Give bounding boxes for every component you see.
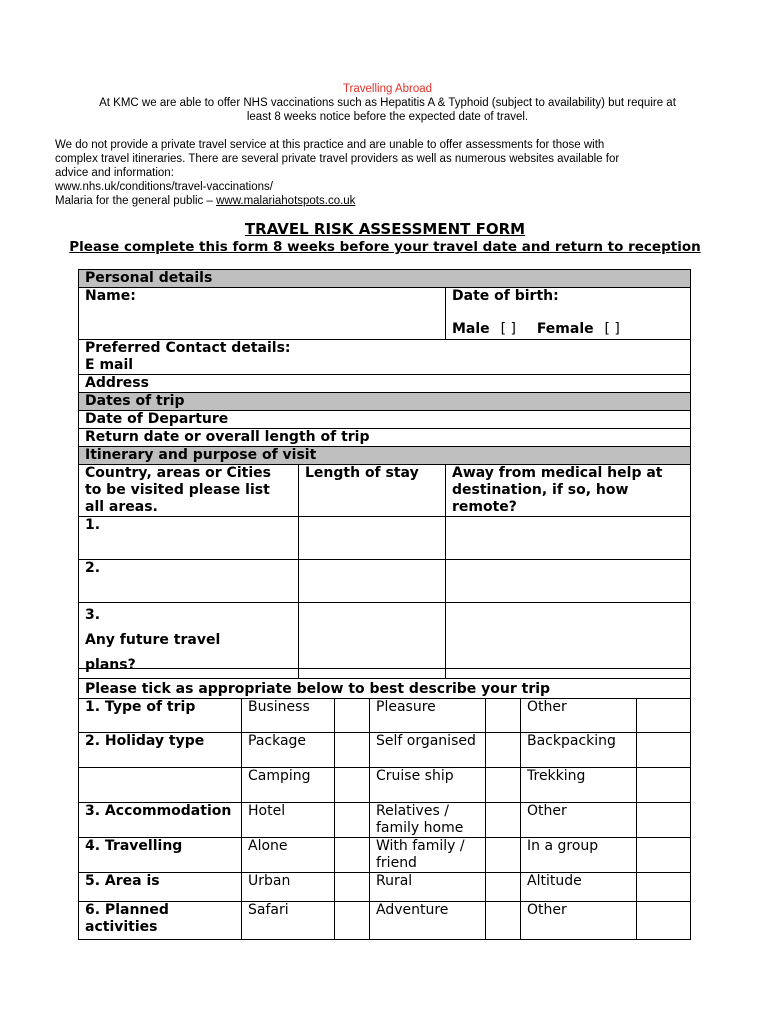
accommodation-label: 3. Accommodation — [79, 803, 242, 838]
tick-box[interactable] — [486, 902, 521, 940]
tick-box[interactable] — [486, 803, 521, 838]
itinerary-col-length: Length of stay — [299, 465, 446, 517]
itinerary-col-countries: Country, areas or Cities to be visited please list all areas. — [79, 465, 299, 517]
personal-header: Personal details — [79, 270, 691, 288]
option-backpacking: Backpacking — [521, 733, 637, 768]
option-rural: Rural — [370, 873, 486, 902]
intro-para-line-1: We do not provide a private travel service at this practice and are unable to offer assessments for those with — [55, 139, 605, 151]
option-other: Other — [521, 699, 637, 733]
intro-line-1: At KMC we are able to offer NHS vaccinations such as Hepatitis A & Typhoid (subject to availability) but require at — [99, 97, 676, 109]
tick-box[interactable] — [335, 768, 370, 803]
tick-box[interactable] — [637, 768, 691, 803]
male-label: Male — [452, 321, 490, 337]
option-adventure: Adventure — [370, 902, 486, 940]
male-checkbox[interactable]: [ ] — [500, 321, 516, 337]
area-label: 5. Area is — [79, 873, 242, 902]
dob-label: Date of birth: — [452, 288, 559, 304]
option-hotel: Hotel — [242, 803, 335, 838]
trip-type-row — [79, 699, 691, 733]
itinerary-row-1-remote[interactable] — [446, 517, 691, 560]
email-label: E mail — [85, 357, 134, 373]
holiday-type-row-2 — [79, 768, 691, 803]
itinerary-row-1-length[interactable] — [299, 517, 446, 560]
option-trekking: Trekking — [521, 768, 637, 803]
dob-field[interactable] — [446, 288, 691, 340]
intro-para-line-2: complex travel itineraries. There are several private travel providers as well as numerous websites available for — [55, 153, 620, 165]
tick-box[interactable] — [335, 803, 370, 838]
option-in-a-group: In a group — [521, 838, 637, 873]
tick-box[interactable] — [335, 699, 370, 733]
option-package: Package — [242, 733, 335, 768]
tick-box[interactable] — [637, 803, 691, 838]
itinerary-row-1[interactable]: 1. — [79, 517, 299, 560]
tick-box[interactable] — [335, 838, 370, 873]
option-business: Business — [242, 699, 335, 733]
contact-label: Preferred Contact details: — [85, 340, 291, 356]
contact-field[interactable] — [79, 340, 691, 375]
tick-instruction: Please tick as appropriate below to best describe your trip — [79, 669, 691, 699]
malaria-line — [55, 194, 720, 208]
tick-box[interactable] — [637, 902, 691, 940]
future-plans-label-2: plans? — [85, 657, 136, 673]
tick-box[interactable] — [486, 873, 521, 902]
itinerary-row-2[interactable]: 2. — [79, 560, 299, 603]
option-safari: Safari — [242, 902, 335, 940]
option-camping: Camping — [242, 768, 335, 803]
female-checkbox[interactable]: [ ] — [604, 321, 620, 337]
tick-box[interactable] — [335, 902, 370, 940]
nhs-url: www.nhs.uk/conditions/travel-vaccinations/ — [55, 181, 273, 193]
itinerary-header: Itinerary and purpose of visit — [79, 447, 691, 465]
option-self-organised: Self organised — [370, 733, 486, 768]
tick-table — [78, 668, 691, 940]
tick-box[interactable] — [335, 733, 370, 768]
trip-type-label: 1. Type of trip — [79, 699, 242, 733]
name-label: Name: — [85, 288, 136, 304]
itinerary-col-remote: Away from medical help at destination, if so, how remote? — [446, 465, 691, 517]
option-pleasure: Pleasure — [370, 699, 486, 733]
area-row — [79, 873, 691, 902]
malaria-link[interactable]: www.malariahotspots.co.uk — [216, 195, 356, 207]
itinerary-row-3-number: 3. — [85, 607, 101, 623]
option-with-family: With family / friend — [370, 838, 486, 873]
activities-row — [79, 902, 691, 940]
tick-box[interactable] — [637, 873, 691, 902]
address-field[interactable]: Address — [79, 375, 691, 393]
holiday-type-label-cont — [79, 768, 242, 803]
future-plans-label: Any future travel — [85, 632, 221, 648]
female-label: Female — [536, 321, 594, 337]
option-altitude: Altitude — [521, 873, 637, 902]
form-title: TRAVEL RISK ASSESSMENT FORM — [244, 220, 526, 238]
intro-paragraph — [55, 138, 720, 208]
sex-selector — [452, 321, 684, 338]
holiday-type-row — [79, 733, 691, 768]
form-subtitle: Please complete this form 8 weeks before your travel date and return to reception — [69, 239, 701, 255]
departure-field[interactable]: Date of Departure — [79, 411, 691, 429]
option-other: Other — [521, 902, 637, 940]
holiday-type-label: 2. Holiday type — [79, 733, 242, 768]
intro-heading: Travelling Abroad — [342, 83, 433, 95]
name-field[interactable] — [79, 288, 446, 340]
option-urban: Urban — [242, 873, 335, 902]
intro-line-2: least 8 weeks notice before the expected date of travel. — [246, 111, 529, 123]
tick-box[interactable] — [637, 699, 691, 733]
accommodation-row — [79, 803, 691, 838]
activities-label: 6. Planned activities — [79, 902, 242, 940]
tick-box[interactable] — [486, 733, 521, 768]
intro-block — [55, 82, 720, 124]
return-field[interactable]: Return date or overall length of trip — [79, 429, 691, 447]
itinerary-row-2-remote[interactable] — [446, 560, 691, 603]
option-relatives: Relatives / family home — [370, 803, 486, 838]
malaria-prefix: Malaria for the general public – — [55, 195, 217, 207]
tick-box[interactable] — [486, 838, 521, 873]
option-cruise-ship: Cruise ship — [370, 768, 486, 803]
form-table — [78, 269, 691, 679]
option-other: Other — [521, 803, 637, 838]
intro-para-line-3: advice and information: — [55, 167, 174, 179]
travelling-row — [79, 838, 691, 873]
tick-box[interactable] — [335, 873, 370, 902]
tick-box[interactable] — [637, 733, 691, 768]
tick-box[interactable] — [486, 699, 521, 733]
itinerary-row-2-length[interactable] — [299, 560, 446, 603]
tick-box[interactable] — [637, 838, 691, 873]
travelling-label: 4. Travelling — [79, 838, 242, 873]
option-alone: Alone — [242, 838, 335, 873]
dates-header: Dates of trip — [79, 393, 691, 411]
tick-box[interactable] — [486, 768, 521, 803]
